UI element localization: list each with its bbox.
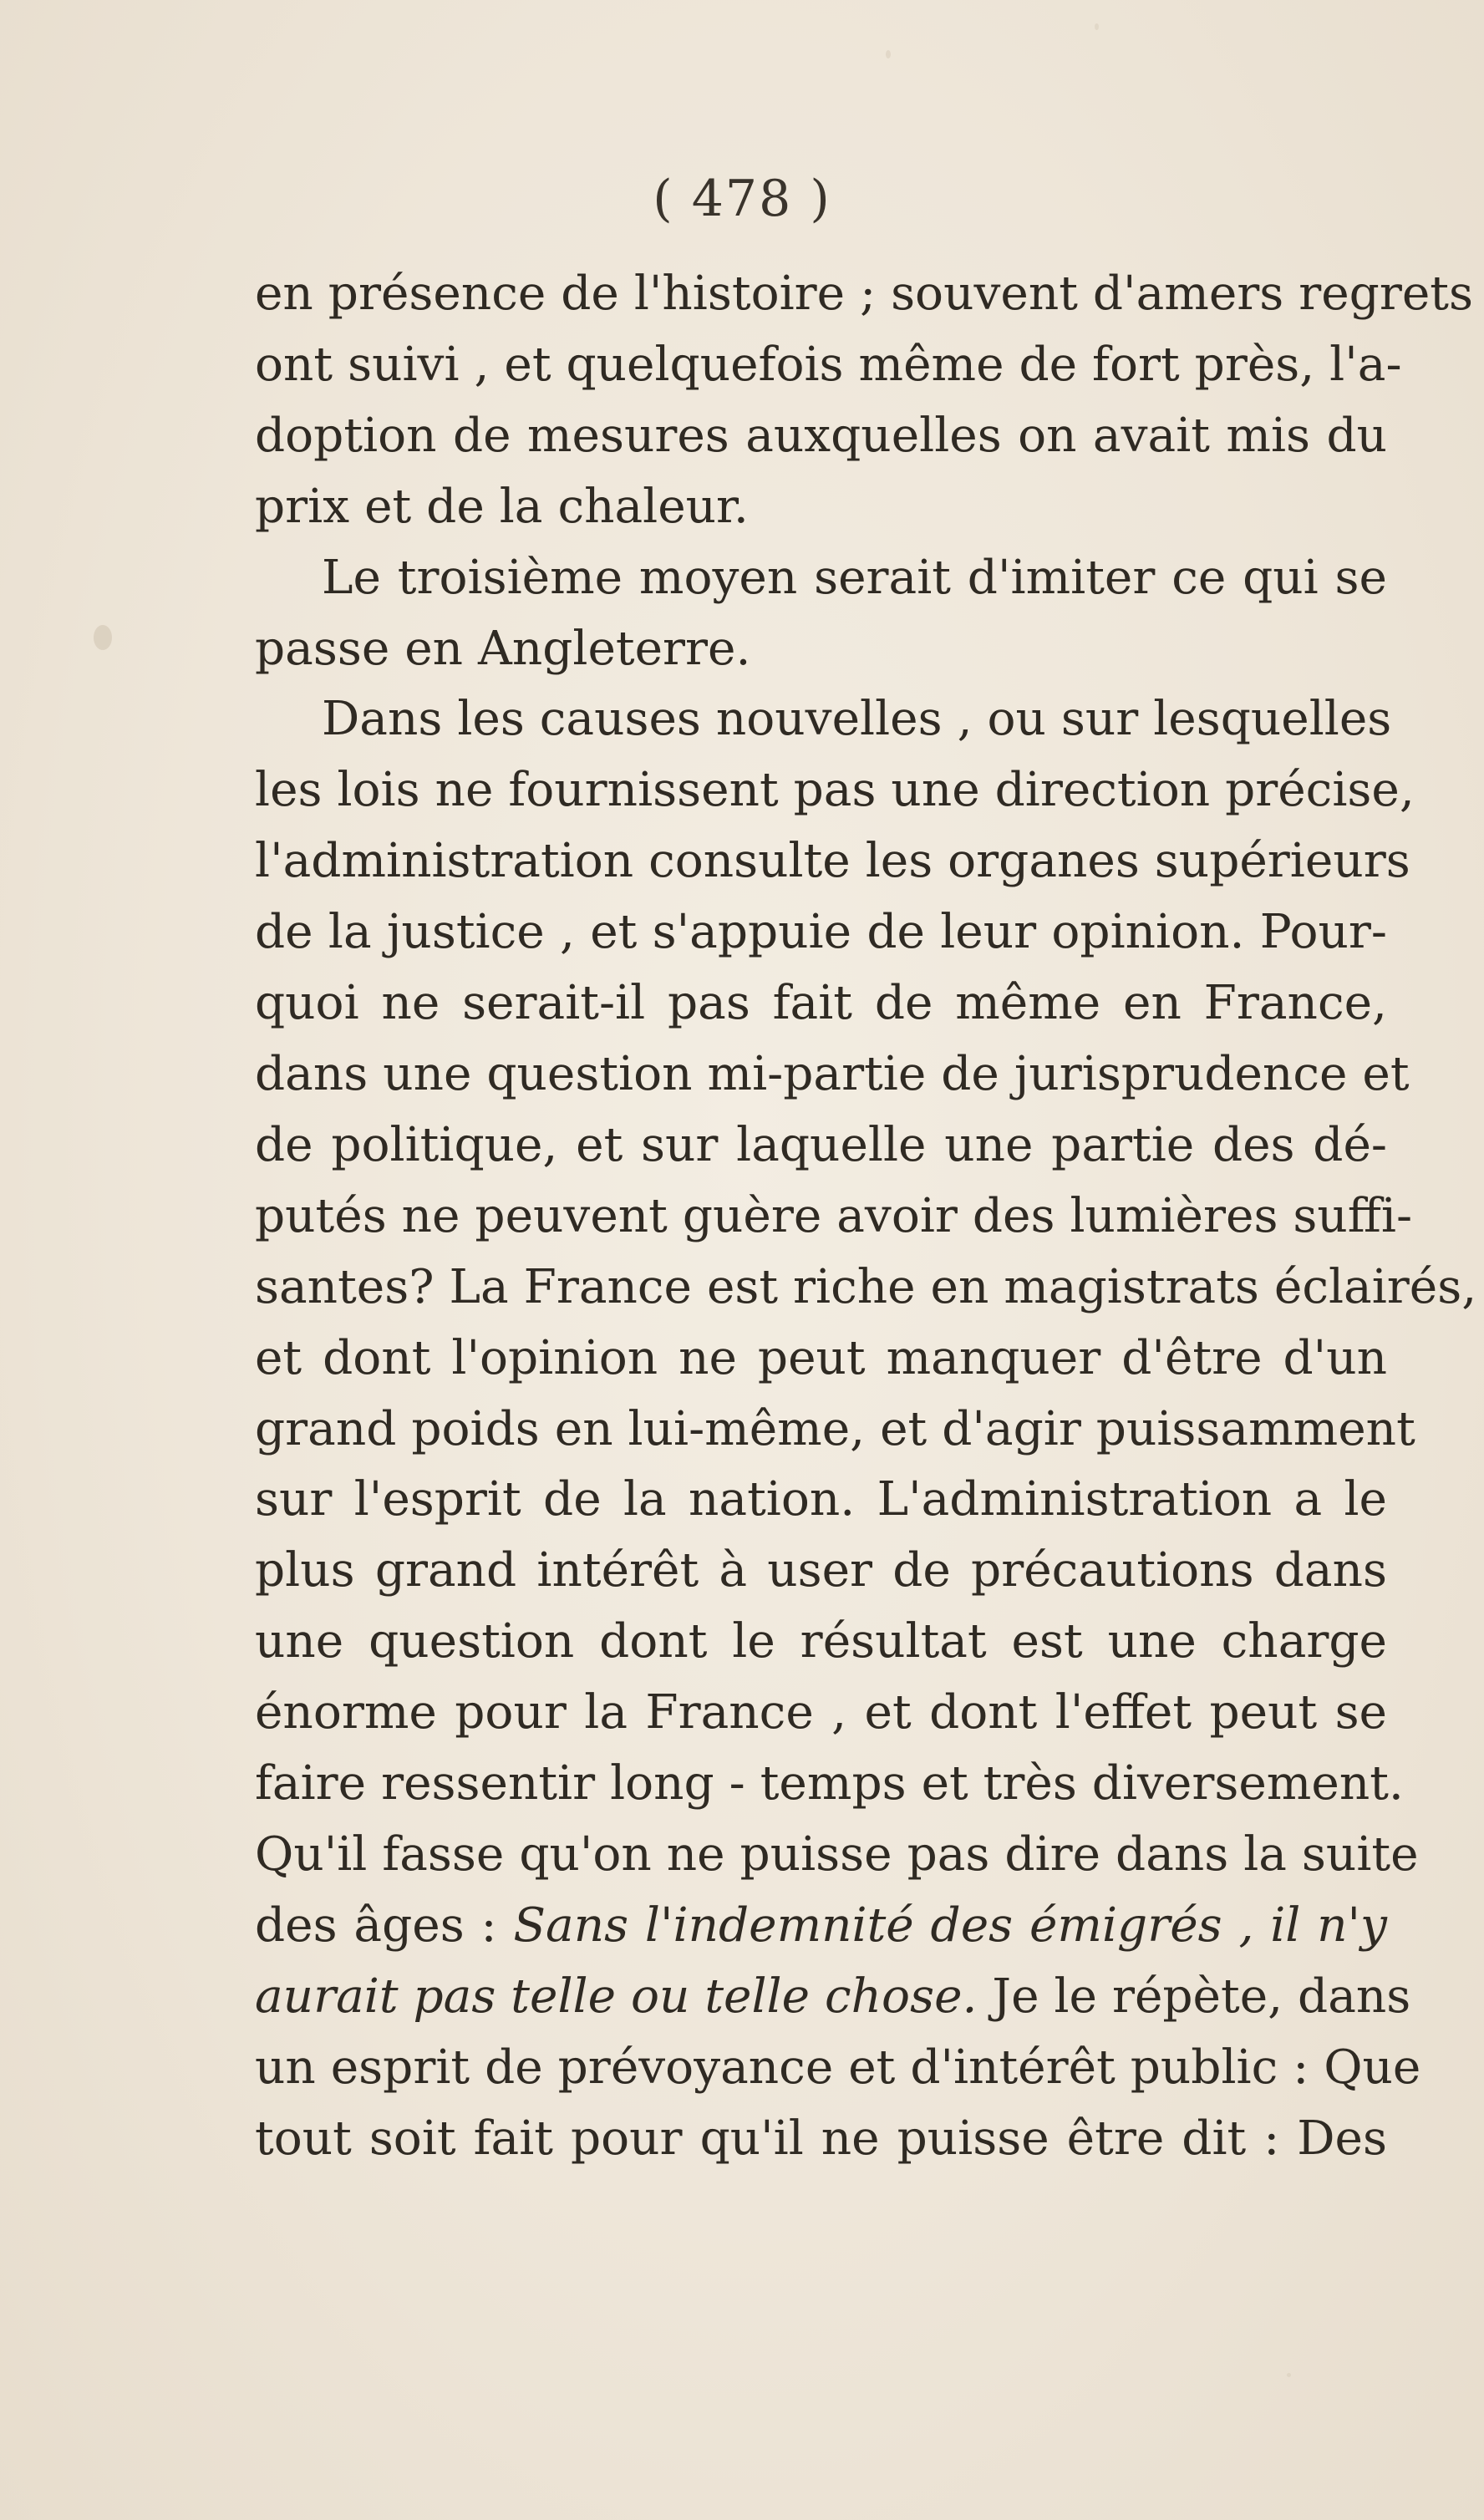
line-text-italic: aurait pas telle ou telle chose. bbox=[255, 1969, 978, 2024]
text-line: une question dont le résultat est une charge bbox=[255, 1614, 1387, 1669]
text-line: sur l'esprit de la nation. L'administration a le bbox=[255, 1472, 1387, 1527]
line-text-italic: Sans l'indemnité des émigrés , il n'y bbox=[513, 1898, 1387, 1953]
paper-speck bbox=[94, 625, 112, 650]
text-line: faire ressentir long - temps et très diversement. bbox=[255, 1756, 1404, 1811]
paper-speck bbox=[886, 50, 891, 58]
text-line: de politique, et sur laquelle une partie des dé- bbox=[255, 1117, 1387, 1172]
line-text-roman: Je le répète, dans bbox=[977, 1969, 1411, 2024]
text-line: les lois ne fournissent pas une direction précise, bbox=[255, 763, 1415, 818]
text-line: prix et de la chaleur. bbox=[255, 479, 749, 534]
text-line: de la justice , et s'appuie de leur opinion. Pour- bbox=[255, 905, 1387, 960]
paragraph-start-line: Dans les causes nouvelles , ou sur lesquelles bbox=[322, 692, 1392, 747]
paper-speck bbox=[1287, 2373, 1291, 2377]
text-line: l'administration consulte les organes supérieurs bbox=[255, 834, 1410, 889]
text-line: dans une question mi-partie de jurisprudence et bbox=[255, 1046, 1410, 1101]
text-line: plus grand intérêt à user de précautions dans bbox=[255, 1543, 1387, 1598]
paragraph-start-line: Le troisième moyen serait d'imiter ce qui se bbox=[322, 550, 1387, 605]
text-line: un esprit de prévoyance et d'intérêt public : Que bbox=[255, 2040, 1421, 2095]
text-line: doption de mesures auxquelles on avait mis du bbox=[255, 408, 1387, 463]
text-line-mixed bbox=[255, 1891, 1387, 1962]
body-text bbox=[255, 259, 1477, 2174]
text-line: passe en Angleterre. bbox=[255, 621, 751, 676]
text-line: santes? La France est riche en magistrats éclairés, bbox=[255, 1259, 1477, 1314]
line-text-roman: des âges : bbox=[255, 1898, 514, 1953]
text-line: en présence de l'histoire ; souvent d'amers regrets bbox=[255, 267, 1473, 321]
text-line: énorme pour la France , et dont l'effet peut se bbox=[255, 1685, 1387, 1740]
text-line: quoi ne serait-il pas fait de même en France, bbox=[255, 976, 1387, 1031]
text-line: et dont l'opinion ne peut manquer d'être d'un bbox=[255, 1330, 1387, 1385]
text-line-mixed bbox=[255, 1962, 1411, 2033]
text-line: Qu'il fasse qu'on ne puisse pas dire dans la suite bbox=[255, 1826, 1419, 1882]
text-line: ont suivi , et quelquefois même de fort près, l'a- bbox=[255, 337, 1402, 392]
text-line: putés ne peuvent guère avoir des lumières suffi- bbox=[255, 1188, 1413, 1243]
page-number: ( 478 ) bbox=[653, 170, 831, 228]
paper-speck bbox=[1095, 23, 1099, 30]
text-line: tout soit fait pour qu'il ne puisse être dit : Des bbox=[255, 2111, 1387, 2166]
text-line: grand poids en lui-même, et d'agir puissamment bbox=[255, 1401, 1415, 1456]
